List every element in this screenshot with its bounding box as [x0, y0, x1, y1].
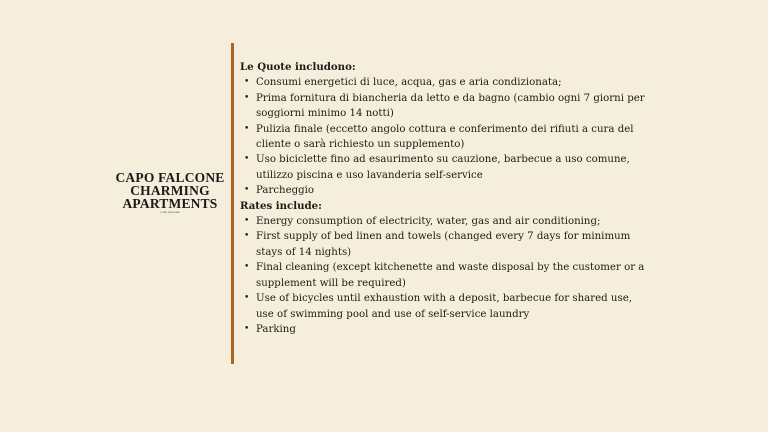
english-heading: Rates include:	[240, 199, 322, 212]
english-list	[240, 214, 650, 337]
list-item: • Final cleaning (except kitchenette and waste disposal by the customer or a supplement will be required)	[240, 260, 650, 291]
logo-line-3: APARTMENTS	[122, 196, 218, 211]
list-item: • Consumi energetici di luce, acqua, gas e aria condizionata;	[240, 75, 650, 90]
list-item: • First supply of bed linen and towels (changed every 7 days for minimum stays of 14 nights)	[240, 229, 650, 260]
list-item: • Prima fornitura di biancheria da letto e da bagno (cambio ogni 7 giorni per soggiorni minimo 14 notti)	[240, 91, 650, 122]
list-item: • Use of bicycles until exhaustion with a deposit, barbecue for shared use, use of swimming pool and use of self-service laundry	[240, 291, 650, 322]
list-item: • Parking	[240, 322, 650, 337]
list-item: • Energy consumption of electricity, water, gas and air conditioning;	[240, 214, 650, 229]
list-item: • Uso biciclette fino ad esaurimento su cauzione, barbecue a uso comune, utilizzo piscina e uso lavanderia self-service	[240, 152, 650, 183]
logo-line-2: CHARMING	[130, 183, 210, 198]
logo-tagline: CAPO FALCONE	[160, 211, 180, 214]
italian-list	[240, 75, 650, 198]
list-item: • Pulizia finale (eccetto angolo cottura e conferimento dei rifiuti a cura del cliente o sarà richiesto un supplemento)	[240, 122, 650, 153]
rates-content	[240, 60, 650, 337]
logo-line-1: CAPO FALCONE	[115, 170, 225, 185]
vertical-divider	[231, 43, 234, 364]
list-item: • Parcheggio	[240, 183, 650, 198]
italian-heading: Le Quote includono:	[240, 61, 356, 73]
brand-logo	[108, 171, 232, 215]
